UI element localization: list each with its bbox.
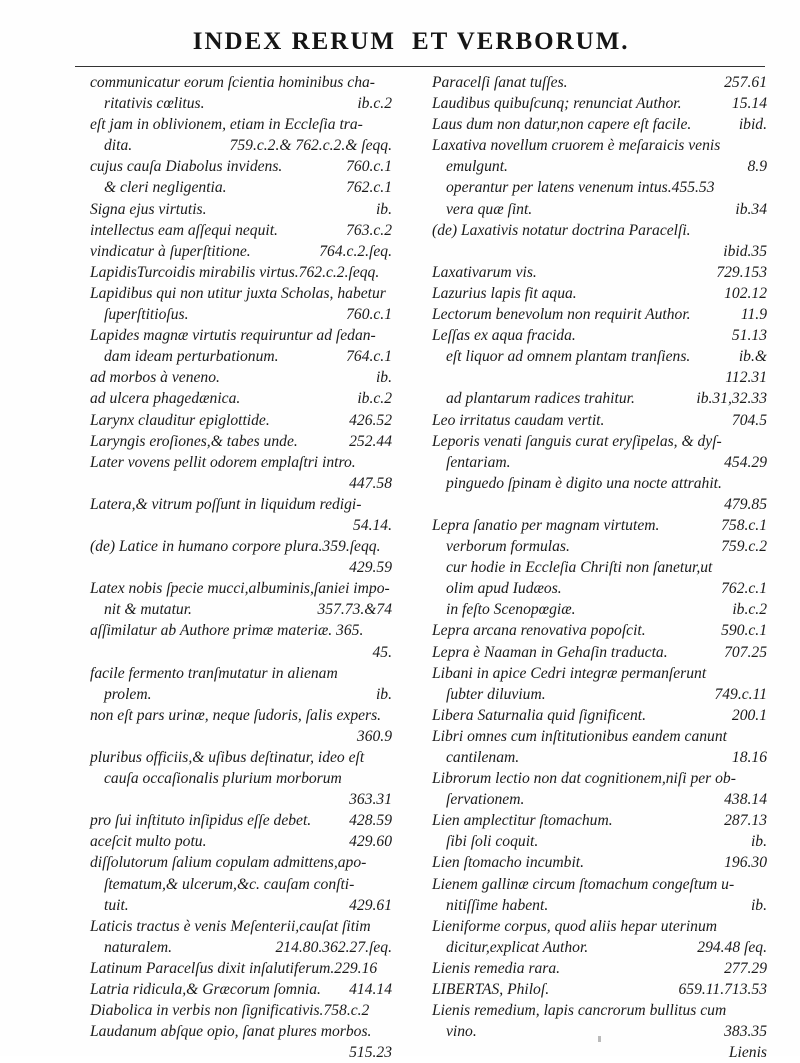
index-entry-line — [432, 388, 767, 409]
index-entry-line — [432, 304, 767, 325]
entry-text: Libri omnes cum inſtitutionibus eandem canunt — [432, 727, 727, 745]
entry-text: nitiſſime habent. — [446, 896, 549, 914]
entry-text: pro ſui inſtituto inſipidus eſſe debet. — [90, 812, 312, 830]
entry-text: aſſimilatur ab Authore primæ materiæ. 365. — [90, 622, 364, 640]
index-entry-line — [90, 156, 392, 177]
entry-reference: 762.c.1 — [721, 580, 767, 598]
entry-text: Laticis tractus è venis Meſenterii,cauſat ſitim — [90, 917, 371, 935]
entry-text: pinguedo ſpinam è digito una nocte attrahit. — [446, 474, 722, 492]
entry-text: Leo irritatus caudam vertit. — [432, 411, 605, 429]
index-entry-line — [432, 874, 767, 895]
entry-text: & cleri negligentia. — [104, 179, 227, 197]
entry-text: Libera Saturnalia quid ſignificent. — [432, 706, 646, 724]
index-entry-line — [90, 431, 392, 452]
entry-reference: 515.23 — [349, 1044, 392, 1062]
index-entry-line — [90, 705, 392, 726]
entry-text: dicitur,explicat Author. — [446, 938, 589, 956]
entry-text: diſſolutorum ſalium copulam admittens,apo- — [90, 854, 367, 872]
index-entry-line — [90, 262, 392, 283]
entry-text: Lepra ſanatio per magnam virtutem. — [432, 516, 660, 534]
index-entry-line — [432, 1000, 767, 1021]
entry-text: aceſcit multo potu. — [90, 833, 207, 851]
entry-text: Lieniforme corpus, quod aliis hepar uterinum — [432, 917, 718, 935]
entry-text: Latera,& vitrum poſſunt in liquidum redigi- — [90, 495, 362, 513]
entry-reference: ib. — [375, 369, 392, 387]
entry-reference: 764.c.2.ſeq. — [319, 242, 392, 260]
index-entry-line — [90, 220, 392, 241]
entry-text: emulgunt. — [446, 158, 508, 176]
entry-text: nit & mutatur. — [104, 601, 192, 619]
index-entry-line — [90, 916, 392, 937]
entry-reference: 760.c.1 — [346, 158, 392, 176]
header-title-right: ET VERBORUM. — [412, 28, 630, 55]
index-entry-line — [90, 494, 392, 515]
entry-text: ritativis cœlitus. — [104, 95, 205, 113]
entry-reference: 357.73.&74 — [317, 601, 392, 619]
entry-text: Lapides magnæ virtutis requiruntur ad ſedan- — [90, 327, 376, 345]
entry-reference: ib.& — [738, 348, 767, 366]
index-entry-line — [432, 937, 767, 958]
entry-text: in feſto Scenopœgiæ. — [446, 601, 576, 619]
entry-reference: 749.c.11 — [714, 685, 767, 703]
index-entry-line — [90, 747, 392, 768]
entry-text: Lazurius lapis fit aqua. — [432, 284, 577, 302]
index-entry-line — [432, 452, 767, 473]
index-entry-line — [90, 642, 392, 663]
entry-reference: ib. — [750, 896, 767, 914]
entry-text: prolem. — [104, 685, 152, 703]
entry-text: Larynx clauditur epiglottide. — [90, 411, 270, 429]
index-entry-line — [432, 473, 767, 494]
entry-text: Lienis remedium, lapis cancrorum bullitus cum — [432, 1002, 727, 1020]
index-entry-line — [90, 958, 392, 979]
entry-reference: Lienis — [728, 1044, 767, 1062]
index-entry-line — [90, 1042, 392, 1063]
entry-text: Libani in apice Cedri integræ permanſerunt — [432, 664, 707, 682]
entry-text: operantur per latens venenum intus.455.53 — [446, 179, 715, 197]
entry-text: LIBERTAS, Philoſ. — [432, 981, 550, 999]
entry-reference: 447.58 — [349, 474, 392, 492]
index-entry-line — [90, 663, 392, 684]
index-entry-line — [90, 135, 392, 156]
entry-reference: 707.25 — [724, 643, 767, 661]
index-entry-line — [432, 262, 767, 283]
index-entry-line — [432, 831, 767, 852]
index-entry-line — [432, 494, 767, 515]
entry-reference: 15.14 — [731, 95, 767, 113]
index-entry-line — [90, 114, 392, 135]
entry-text: Latria ridicula,& Græcorum ſomnia. — [90, 981, 321, 999]
entry-text: eſt liquor ad omnem plantam tranſiens. — [446, 348, 691, 366]
index-entry-line — [90, 346, 392, 367]
entry-text: Laudibus quibuſcunq; renunciat Author. — [432, 95, 682, 113]
index-entry-line — [432, 367, 767, 388]
header-title-left: INDEX RERUM — [192, 28, 396, 55]
entry-reference: 762.c.1 — [346, 179, 392, 197]
index-entry-line — [90, 768, 392, 789]
entry-text: intellectus eam aſſequi nequit. — [90, 221, 278, 239]
index-entry-line — [432, 199, 767, 220]
entry-reference: 214.80.362.27.ſeq. — [275, 938, 392, 956]
entry-text: naturalem. — [104, 938, 173, 956]
entry-text: Laudanum abſque opio, ſanat plures morbos. — [90, 1023, 372, 1041]
print-mark — [598, 1036, 601, 1042]
index-entry-line — [90, 72, 392, 93]
entry-reference: 729.153 — [716, 263, 767, 281]
entry-reference: 426.52 — [349, 411, 392, 429]
index-entry-line — [432, 620, 767, 641]
entry-reference: 454.29 — [724, 453, 767, 471]
entry-reference: 590.c.1 — [721, 622, 767, 640]
index-entry-line — [90, 536, 392, 557]
entry-reference: ibid. — [738, 116, 767, 134]
entry-reference: 11.9 — [740, 306, 767, 324]
index-entry-line — [432, 325, 767, 346]
entry-text: vindicatur à ſuperſtitione. — [90, 242, 251, 260]
entry-text: vino. — [446, 1023, 477, 1041]
entry-text: Lienis remedia rara. — [432, 959, 561, 977]
index-entry-line — [432, 789, 767, 810]
index-entry-line — [90, 410, 392, 431]
index-entry-line — [432, 156, 767, 177]
index-entry-line — [432, 684, 767, 705]
entry-reference: 252.44 — [349, 432, 392, 450]
index-column-right — [432, 72, 767, 1063]
entry-text: Latex nobis ſpecie mucci,albuminis,ſaniei impo- — [90, 580, 390, 598]
index-entry-line — [432, 241, 767, 262]
entry-reference: ibid.35 — [723, 242, 767, 260]
entry-text: ad morbos à veneno. — [90, 369, 220, 387]
index-entry-line — [90, 852, 392, 873]
entry-text: pluribus officiis,& uſibus deſtinatur, ideo eſt — [90, 749, 365, 766]
entry-text: vera quæ ſint. — [446, 200, 533, 218]
entry-text: ſervationem. — [446, 791, 525, 809]
entry-text: Lien ſtomacho incumbit. — [432, 854, 585, 872]
entry-reference: 759.c.2 — [721, 538, 767, 556]
entry-text: ſtematum,& ulcerum,&c. cauſam conſti- — [104, 875, 355, 893]
entry-text: (de) Laxativis notatur doctrina Paracelſi. — [432, 221, 691, 239]
entry-reference: ib.34 — [735, 200, 767, 218]
entry-reference: ib.c.2 — [357, 95, 392, 113]
entry-reference: 196.30 — [724, 854, 767, 872]
entry-reference: 429.59 — [349, 559, 392, 577]
entry-text: Paracelſi ſanat tuſſes. — [432, 74, 568, 91]
entry-reference: 763.c.2 — [346, 221, 392, 239]
index-entry-line — [90, 620, 392, 641]
entry-reference: 428.59 — [349, 812, 392, 830]
entry-text: Lienem gallinæ circum ſtomachum congeſtum u- — [432, 875, 735, 893]
index-entry-line — [90, 325, 392, 346]
index-column-left — [90, 72, 392, 1063]
index-entry-line — [90, 599, 392, 620]
entry-text: Diabolica in verbis non ſignificativis.758.c.2 — [90, 1002, 370, 1020]
entry-text: non eſt pars urinæ, neque ſudoris, ſalis expers. — [90, 706, 382, 724]
entry-reference: 45. — [372, 643, 392, 661]
index-entry-line — [90, 473, 392, 494]
entry-text: LapidisTurcoidis mirabilis virtus.762.c.2.ſeqq. — [90, 263, 380, 281]
index-entry-line — [432, 220, 767, 241]
index-entry-line — [432, 747, 767, 768]
entry-reference: 18.16 — [731, 749, 767, 766]
entry-text: Lepra arcana renovativa popoſcit. — [432, 622, 646, 640]
index-entry-line — [432, 135, 767, 156]
entry-text: Lepra è Naaman in Gehaſin traducta. — [432, 643, 668, 661]
entry-reference: 659.11.713.53 — [678, 981, 767, 999]
entry-reference: 758.c.1 — [721, 516, 767, 534]
entry-reference: ib.c.2 — [732, 601, 767, 619]
entry-text: dam ideam perturbationum. — [104, 348, 279, 366]
index-entry-line — [90, 810, 392, 831]
entry-text: cujus cauſa Diabolus invidens. — [90, 158, 283, 176]
index-entry-line — [432, 726, 767, 747]
entry-text: cantilenam. — [446, 749, 520, 766]
index-entry-line — [90, 789, 392, 810]
index-entry-line — [90, 831, 392, 852]
index-entry-line — [90, 304, 392, 325]
entry-reference: ib. — [750, 833, 767, 851]
entry-reference: 54.14. — [353, 516, 392, 534]
entry-text: Laus dum non datur,non capere eſt facile. — [432, 116, 692, 134]
entry-reference: 759.c.2.& 762.c.2.& ſeqq. — [229, 137, 392, 155]
index-entry-line — [90, 874, 392, 895]
index-entry-line — [432, 705, 767, 726]
entry-text: Lien amplectitur ſtomachum. — [432, 812, 613, 830]
entry-text: Leſſas ex aqua fracida. — [432, 327, 576, 345]
entry-reference: 277.29 — [724, 959, 767, 977]
entry-text: eſt jam in oblivionem, etiam in Eccleſia tra- — [90, 116, 363, 134]
index-entry-line — [432, 283, 767, 304]
entry-text: facile fermento tranſmutatur in alienam — [90, 664, 338, 682]
entry-text: cur hodie in Eccleſia Chriſti non ſanetur,ut — [446, 559, 713, 577]
index-entry-line — [90, 367, 392, 388]
index-entry-line — [432, 431, 767, 452]
header-rule — [75, 66, 765, 67]
entry-text: Lapidibus qui non utitur juxta Scholas, habetur — [90, 284, 386, 302]
entry-text: ſibi ſoli coquit. — [446, 833, 539, 851]
index-entry-line — [90, 937, 392, 958]
index-entry-line — [432, 768, 767, 789]
entry-reference: 764.c.1 — [346, 348, 392, 366]
entry-reference: 363.31 — [349, 791, 392, 809]
index-entry-line — [90, 199, 392, 220]
entry-reference: 438.14 — [724, 791, 767, 809]
index-entry-line — [432, 410, 767, 431]
index-entry-line — [90, 283, 392, 304]
index-entry-line — [432, 515, 767, 536]
index-entry-line — [90, 684, 392, 705]
entry-text: Laryngis eroſiones,& tabes unde. — [90, 432, 298, 450]
entry-text: olim apud Iudæos. — [446, 580, 562, 598]
entry-reference: 414.14 — [349, 981, 392, 999]
entry-text: cauſa occaſionalis plurium morborum — [104, 770, 342, 788]
index-entry-line — [90, 895, 392, 916]
entry-text: Lectorum benevolum non requirit Author. — [432, 306, 691, 324]
index-entry-line — [90, 177, 392, 198]
index-entry-line — [432, 958, 767, 979]
index-entry-line — [90, 515, 392, 536]
index-entry-line — [432, 979, 767, 1000]
entry-reference: 287.13 — [724, 812, 767, 830]
index-entry-line — [90, 1000, 392, 1021]
index-entry-line — [90, 452, 392, 473]
entry-reference: 257.61 — [724, 74, 767, 91]
entry-text: Later vovens pellit odorem emplaſtri intro. — [90, 453, 356, 471]
index-entry-line — [432, 578, 767, 599]
entry-reference: 479.85 — [724, 495, 767, 513]
entry-reference: 294.48 ſeq. — [697, 938, 767, 956]
index-entry-line — [432, 536, 767, 557]
entry-reference: 200.1 — [731, 706, 767, 724]
entry-text: (de) Latice in humano corpore plura.359.ſeqq. — [90, 538, 381, 556]
index-entry-line — [432, 642, 767, 663]
entry-reference: 51.13 — [731, 327, 767, 345]
entry-text: dita. — [104, 137, 133, 155]
entry-text: ad ulcera phagedænica. — [90, 390, 241, 408]
entry-text: Laxativa novellum cruorem è meſaraicis venis — [432, 137, 721, 155]
index-entry-line — [432, 895, 767, 916]
index-entry-line — [432, 177, 767, 198]
index-entry-line — [90, 557, 392, 578]
entry-reference: ib. — [375, 685, 392, 703]
entry-text: ſubter diluvium. — [446, 685, 546, 703]
entry-text: verborum formulas. — [446, 538, 570, 556]
entry-text: tuit. — [104, 896, 129, 914]
entry-reference: 112.31 — [725, 369, 767, 387]
index-entry-line — [432, 852, 767, 873]
entry-reference: 429.61 — [349, 896, 392, 914]
index-entry-line — [90, 388, 392, 409]
entry-text: communicatur eorum ſcientia hominibus cha- — [90, 74, 375, 91]
index-entry-line — [90, 93, 392, 114]
index-entry-line — [432, 810, 767, 831]
entry-text: Laxativarum vis. — [432, 263, 537, 281]
entry-reference: 704.5 — [731, 411, 767, 429]
entry-reference: ib.c.2 — [357, 390, 392, 408]
entry-reference: 760.c.1 — [346, 306, 392, 324]
index-entry-line — [432, 114, 767, 135]
index-entry-line — [432, 1042, 767, 1063]
entry-reference: 102.12 — [724, 284, 767, 302]
entry-text: Librorum lectio non dat cognitionem,niſi per ob- — [432, 770, 736, 788]
entry-text: Leporis venati ſanguis curat eryſipelas, & dyſ- — [432, 432, 722, 450]
entry-text: ſuperſtitioſus. — [104, 306, 189, 324]
index-entry-line — [432, 93, 767, 114]
entry-reference: 429.60 — [349, 833, 392, 851]
index-entry-line — [432, 916, 767, 937]
entry-text: Signa ejus virtutis. — [90, 200, 207, 218]
index-entry-line — [432, 663, 767, 684]
entry-text: Latinum Paracelſus dixit inſalutiferum.229.16 — [90, 959, 378, 977]
index-entry-line — [432, 599, 767, 620]
index-entry-line — [90, 979, 392, 1000]
index-entry-line — [432, 557, 767, 578]
entry-reference: 8.9 — [747, 158, 767, 176]
index-entry-line — [432, 72, 767, 93]
index-entry-line — [90, 726, 392, 747]
entry-reference: 383.35 — [724, 1023, 767, 1041]
index-entry-line — [432, 346, 767, 367]
index-entry-line — [90, 241, 392, 262]
index-entry-line — [90, 578, 392, 599]
index-entry-line — [90, 1021, 392, 1042]
entry-reference: ib. — [375, 200, 392, 218]
entry-text: ad plantarum radices trahitur. — [446, 390, 635, 408]
entry-text: ſentariam. — [446, 453, 511, 471]
entry-reference: ib.31,32.33 — [696, 390, 767, 408]
entry-reference: 360.9 — [356, 727, 392, 745]
